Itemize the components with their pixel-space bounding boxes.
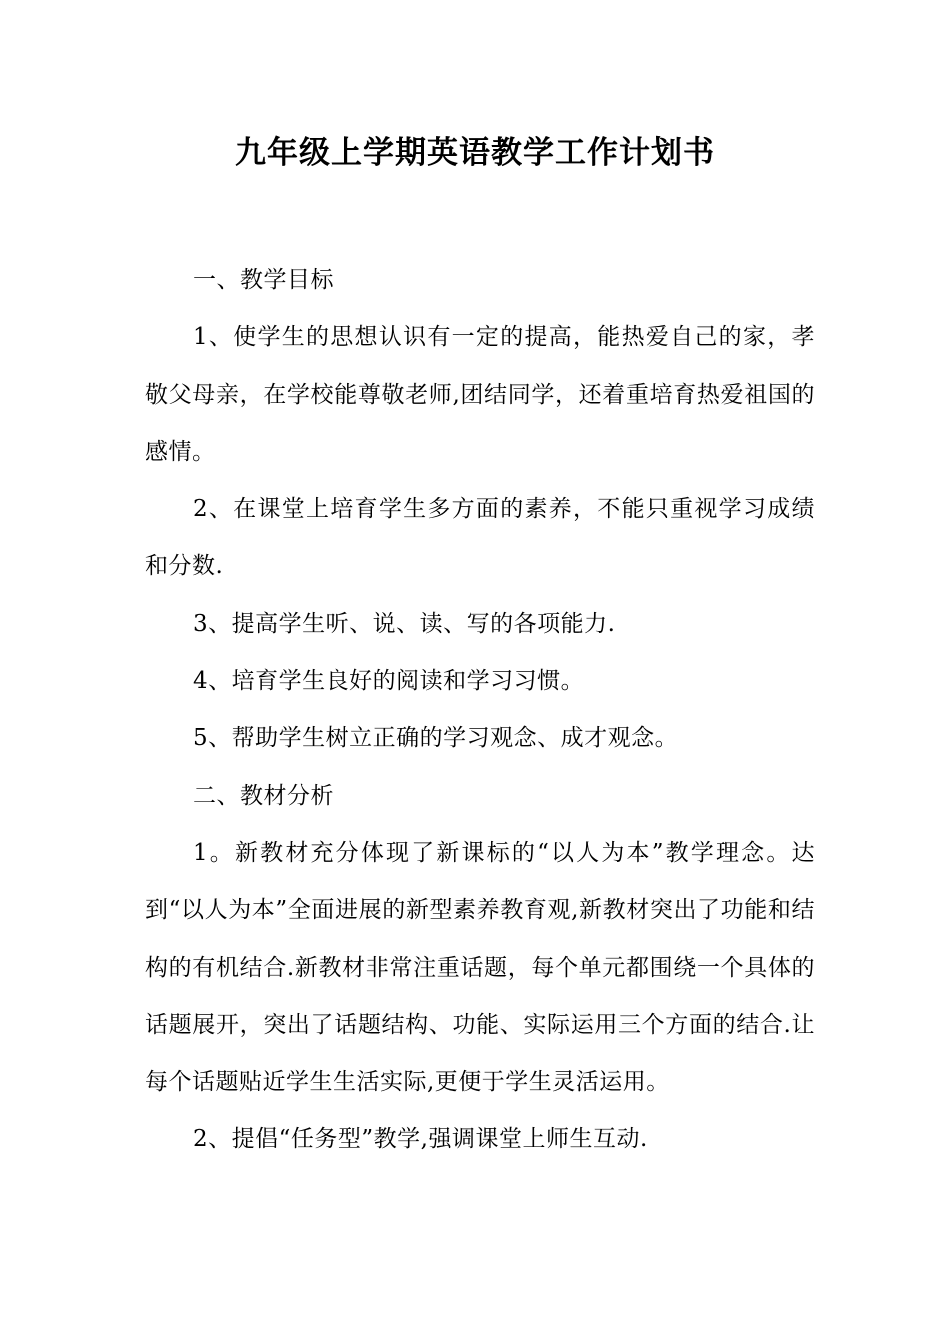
analysis-item-1: 1。新教材充分体现了新课标的“以人为本”教学理念。达到“以人为本”全面进展的新型素养教育观,新教材突出了功能和结构的有机结合.新教材非常注重话题，每个单元都围绕一个具体的话题展开，突出了话题结构、功能、实际运用三个方面的结合.让每个话题贴近学生生活实际,更便于学生灵活运用。 bbox=[145, 839, 815, 1096]
goal-item-3: 3、提高学生听、说、读、写的各项能力. bbox=[193, 610, 616, 637]
goal-item-2: 2、在课堂上培育学生多方面的素养，不能只重视学习成绩和分数. bbox=[145, 496, 815, 580]
section-heading-textbook-analysis: 二、教材分析 bbox=[193, 782, 334, 809]
goal-item-5: 5、帮助学生树立正确的学习观念、成才观念。 bbox=[193, 725, 679, 752]
goal-item-1: 1、使学生的思想认识有一定的提高，能热爱自己的家，孝敬父母亲，在学校能尊敬老师,团结同学，还着重培育热爱祖国的感情。 bbox=[145, 324, 815, 465]
section-heading-teaching-goals: 一、教学目标 bbox=[193, 267, 334, 293]
analysis-item-2: 2、提倡“任务型”教学,强调课堂上师生互动. bbox=[193, 1126, 648, 1153]
goal-item-4: 4、培育学生良好的阅读和学习习惯。 bbox=[193, 668, 585, 695]
document-body bbox=[145, 252, 815, 1169]
document-title: 九年级上学期英语教学工作计划书 bbox=[235, 135, 715, 171]
